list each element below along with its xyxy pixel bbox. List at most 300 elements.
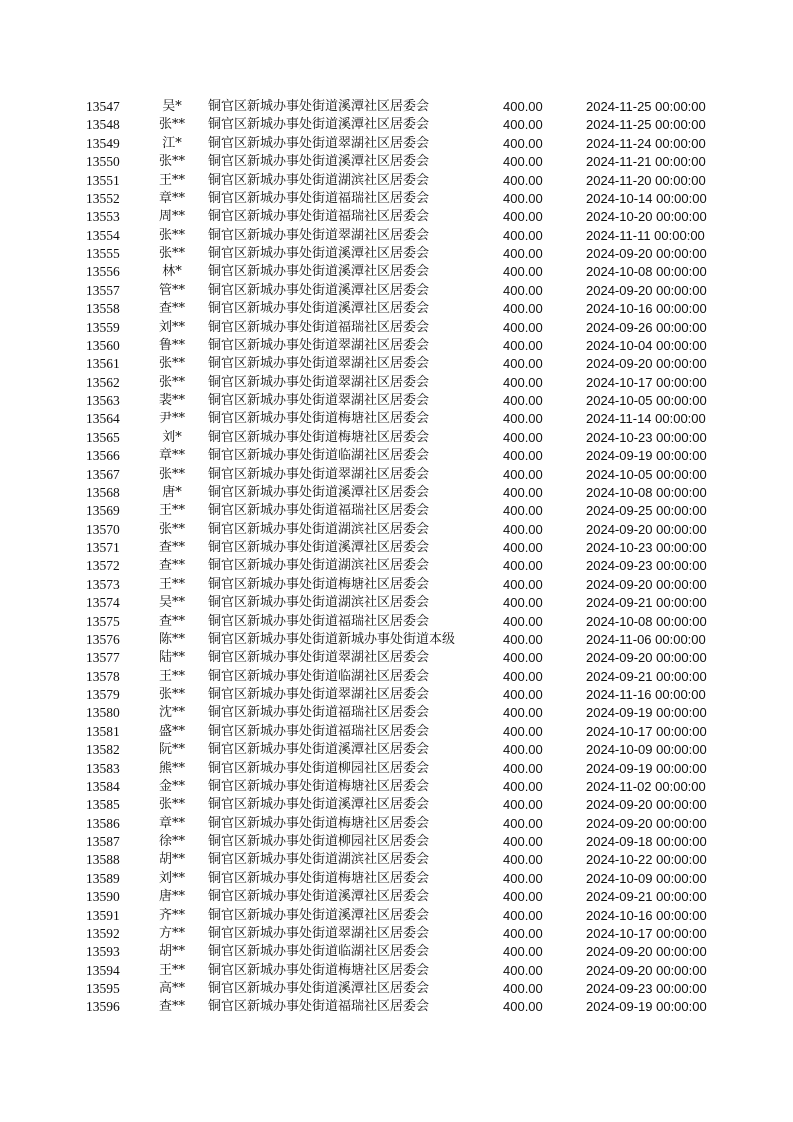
organization: 铜官区新城办事处街道翠湖社区居委会 — [208, 356, 430, 372]
record-id: 13550 — [86, 154, 120, 170]
organization: 铜官区新城办事处街道新城办事处街道本级 — [208, 631, 456, 647]
table-row — [0, 998, 793, 1016]
record-id: 13558 — [86, 301, 120, 317]
payment-date: 2024-10-16 00:00:00 — [586, 907, 707, 923]
recipient-name: 吴** — [158, 595, 185, 611]
record-id: 13547 — [86, 99, 120, 114]
organization: 铜官区新城办事处街道梅塘社区居委会 — [208, 429, 430, 445]
record-id: 13587 — [86, 834, 120, 849]
table-row — [0, 851, 793, 869]
record-id: 13560 — [86, 337, 120, 353]
amount: 400.00 — [503, 448, 543, 464]
payment-date: 2024-11-21 00:00:00 — [586, 154, 706, 170]
recipient-name: 徐** — [158, 834, 185, 849]
organization: 铜官区新城办事处街道翠湖社区居委会 — [208, 925, 430, 941]
table-row — [0, 263, 793, 281]
amount: 400.00 — [503, 117, 543, 133]
recipient-name: 查** — [158, 540, 185, 555]
record-id: 13564 — [86, 411, 120, 427]
amount: 400.00 — [503, 301, 543, 317]
amount: 400.00 — [503, 246, 543, 261]
amount: 400.00 — [503, 925, 543, 941]
payment-date: 2024-10-08 00:00:00 — [586, 264, 707, 280]
amount: 400.00 — [503, 944, 543, 960]
recipient-name: 金** — [158, 778, 185, 794]
record-id: 13596 — [86, 999, 120, 1015]
record-id: 13588 — [86, 852, 120, 868]
recipient-name: 熊** — [158, 760, 185, 776]
recipient-name: 唐** — [158, 889, 185, 905]
organization: 铜官区新城办事处街道溪潭社区居委会 — [208, 742, 430, 758]
recipient-name: 章** — [158, 448, 185, 464]
organization: 铜官区新城办事处街道翠湖社区居委会 — [208, 650, 430, 666]
amount: 400.00 — [503, 337, 543, 353]
record-id: 13559 — [86, 319, 120, 335]
recipient-name: 沈** — [158, 705, 185, 721]
amount: 400.00 — [503, 466, 543, 482]
amount: 400.00 — [503, 815, 543, 831]
table-row — [0, 723, 793, 741]
organization: 铜官区新城办事处街道翠湖社区居委会 — [208, 466, 430, 482]
table-row — [0, 778, 793, 796]
organization: 铜官区新城办事处街道湖滨社区居委会 — [208, 558, 430, 574]
recipient-name: 张** — [158, 154, 185, 170]
payment-date: 2024-11-25 00:00:00 — [586, 117, 706, 133]
amount: 400.00 — [503, 227, 543, 243]
recipient-name: 张** — [158, 797, 185, 813]
record-id: 13576 — [86, 631, 120, 647]
table-row — [0, 319, 793, 337]
record-id: 13594 — [86, 962, 120, 978]
amount: 400.00 — [503, 374, 543, 390]
amount: 400.00 — [503, 668, 543, 684]
recipient-name: 尹** — [158, 411, 185, 427]
organization: 铜官区新城办事处街道福瑞社区居委会 — [208, 723, 430, 739]
table-row — [0, 410, 793, 428]
recipient-name: 高** — [158, 981, 185, 996]
payment-date: 2024-11-11 00:00:00 — [586, 227, 705, 243]
recipient-name: 查** — [158, 613, 185, 629]
recipient-name: 周** — [158, 209, 185, 225]
recipient-name: 王** — [158, 962, 185, 978]
recipient-name: 张** — [158, 687, 185, 702]
recipient-name: 王** — [158, 576, 185, 592]
amount: 400.00 — [503, 907, 543, 923]
payment-date: 2024-10-05 00:00:00 — [586, 393, 707, 408]
organization: 铜官区新城办事处街道溪潭社区居委会 — [208, 264, 430, 280]
table-row — [0, 429, 793, 447]
payment-date: 2024-09-21 00:00:00 — [586, 595, 707, 611]
amount: 400.00 — [503, 135, 543, 151]
table-row — [0, 355, 793, 373]
table-row — [0, 98, 793, 116]
payment-date: 2024-09-20 00:00:00 — [586, 944, 707, 960]
recipient-name: 胡** — [158, 944, 185, 960]
record-id: 13592 — [86, 925, 120, 941]
organization: 铜官区新城办事处街道柳园社区居委会 — [208, 834, 430, 849]
organization: 铜官区新城办事处街道柳园社区居委会 — [208, 760, 430, 776]
record-id: 13577 — [86, 650, 120, 666]
table-row — [0, 557, 793, 575]
recipient-name: 张** — [158, 356, 185, 372]
table-row — [0, 227, 793, 245]
recipient-name: 鲁** — [158, 337, 185, 353]
table-row — [0, 282, 793, 300]
recipient-name: 阮** — [158, 742, 185, 758]
organization: 铜官区新城办事处街道溪潭社区居委会 — [208, 907, 430, 923]
payment-date: 2024-09-23 00:00:00 — [586, 981, 707, 996]
table-row — [0, 190, 793, 208]
organization: 铜官区新城办事处街道湖滨社区居委会 — [208, 172, 430, 188]
organization: 铜官区新城办事处街道溪潭社区居委会 — [208, 117, 430, 133]
record-id: 13555 — [86, 246, 120, 261]
amount: 400.00 — [503, 429, 543, 445]
amount: 400.00 — [503, 540, 543, 555]
table-row — [0, 576, 793, 594]
recipient-name: 陆** — [158, 650, 185, 666]
table-row — [0, 208, 793, 226]
table-row — [0, 741, 793, 759]
payment-date: 2024-09-26 00:00:00 — [586, 319, 707, 335]
amount: 400.00 — [503, 797, 543, 813]
record-id: 13580 — [86, 705, 120, 721]
recipient-name: 张** — [158, 227, 185, 243]
recipient-name: 方** — [158, 925, 185, 941]
table-row — [0, 172, 793, 190]
payment-date: 2024-10-23 00:00:00 — [586, 429, 707, 445]
organization: 铜官区新城办事处街道福瑞社区居委会 — [208, 319, 430, 335]
table-row — [0, 980, 793, 998]
table-row — [0, 888, 793, 906]
recipient-name: 胡** — [158, 852, 185, 868]
payment-date: 2024-10-09 00:00:00 — [586, 742, 707, 758]
payment-date: 2024-10-17 00:00:00 — [586, 925, 707, 941]
table-row — [0, 649, 793, 667]
payment-date: 2024-09-20 00:00:00 — [586, 962, 707, 978]
record-id: 13549 — [86, 135, 120, 151]
payment-date: 2024-11-25 00:00:00 — [586, 99, 706, 114]
amount: 400.00 — [503, 576, 543, 592]
amount: 400.00 — [503, 870, 543, 886]
payment-date: 2024-11-24 00:00:00 — [586, 135, 706, 151]
payment-date: 2024-09-18 00:00:00 — [586, 834, 707, 849]
organization: 铜官区新城办事处街道临湖社区居委会 — [208, 668, 430, 684]
amount: 400.00 — [503, 889, 543, 905]
payment-date: 2024-09-20 00:00:00 — [586, 521, 707, 537]
payment-date: 2024-10-04 00:00:00 — [586, 337, 707, 353]
organization: 铜官区新城办事处街道福瑞社区居委会 — [208, 209, 430, 225]
amount: 400.00 — [503, 999, 543, 1015]
record-id: 13573 — [86, 576, 120, 592]
record-id: 13571 — [86, 540, 120, 555]
organization: 铜官区新城办事处街道福瑞社区居委会 — [208, 999, 430, 1015]
recipient-name: 张** — [158, 466, 185, 482]
organization: 铜官区新城办事处街道翠湖社区居委会 — [208, 687, 430, 702]
table-row — [0, 796, 793, 814]
table-row — [0, 374, 793, 392]
recipient-name: 唐* — [162, 484, 182, 500]
record-id: 13551 — [86, 172, 120, 188]
table-row — [0, 760, 793, 778]
amount: 400.00 — [503, 356, 543, 372]
record-id: 13562 — [86, 374, 120, 390]
recipient-name: 查** — [158, 999, 185, 1015]
table-row — [0, 300, 793, 318]
payment-date: 2024-09-19 00:00:00 — [586, 999, 707, 1015]
payment-date: 2024-10-16 00:00:00 — [586, 301, 707, 317]
payment-date: 2024-10-22 00:00:00 — [586, 852, 707, 868]
table-row — [0, 245, 793, 263]
table-row — [0, 962, 793, 980]
records-table — [0, 98, 793, 1017]
recipient-name: 刘* — [162, 429, 182, 445]
organization: 铜官区新城办事处街道梅塘社区居委会 — [208, 962, 430, 978]
recipient-name: 王** — [158, 172, 185, 188]
record-id: 13548 — [86, 117, 120, 133]
amount: 400.00 — [503, 209, 543, 225]
organization: 铜官区新城办事处街道湖滨社区居委会 — [208, 852, 430, 868]
amount: 400.00 — [503, 778, 543, 794]
recipient-name: 查** — [158, 558, 185, 574]
organization: 铜官区新城办事处街道翠湖社区居委会 — [208, 393, 430, 408]
table-row — [0, 870, 793, 888]
recipient-name: 查** — [158, 301, 185, 317]
recipient-name: 张** — [158, 521, 185, 537]
table-row — [0, 686, 793, 704]
payment-date: 2024-09-20 00:00:00 — [586, 576, 707, 592]
table-row — [0, 466, 793, 484]
record-id: 13553 — [86, 209, 120, 225]
recipient-name: 陈** — [158, 631, 185, 647]
recipient-name: 张** — [158, 246, 185, 261]
table-row — [0, 502, 793, 520]
record-id: 13570 — [86, 521, 120, 537]
organization: 铜官区新城办事处街道翠湖社区居委会 — [208, 227, 430, 243]
table-row — [0, 116, 793, 134]
organization: 铜官区新城办事处街道梅塘社区居委会 — [208, 815, 430, 831]
payment-date: 2024-09-20 00:00:00 — [586, 356, 707, 372]
record-id: 13578 — [86, 668, 120, 684]
record-id: 13556 — [86, 264, 120, 280]
payment-date: 2024-09-20 00:00:00 — [586, 815, 707, 831]
organization: 铜官区新城办事处街道福瑞社区居委会 — [208, 190, 430, 206]
table-row — [0, 925, 793, 943]
payment-date: 2024-10-17 00:00:00 — [586, 374, 707, 390]
payment-date: 2024-09-19 00:00:00 — [586, 448, 707, 464]
amount: 400.00 — [503, 962, 543, 978]
recipient-name: 刘** — [158, 870, 185, 886]
organization: 铜官区新城办事处街道梅塘社区居委会 — [208, 870, 430, 886]
payment-date: 2024-11-14 00:00:00 — [586, 411, 706, 427]
record-id: 13565 — [86, 429, 120, 445]
amount: 400.00 — [503, 172, 543, 188]
amount: 400.00 — [503, 521, 543, 537]
payment-date: 2024-10-08 00:00:00 — [586, 613, 707, 629]
payment-date: 2024-09-25 00:00:00 — [586, 503, 707, 519]
amount: 400.00 — [503, 190, 543, 206]
payment-date: 2024-10-17 00:00:00 — [586, 723, 707, 739]
payment-date: 2024-11-02 00:00:00 — [586, 778, 706, 794]
payment-date: 2024-09-23 00:00:00 — [586, 558, 707, 574]
payment-date: 2024-11-06 00:00:00 — [586, 631, 706, 647]
table-row — [0, 521, 793, 539]
amount: 400.00 — [503, 393, 543, 408]
amount: 400.00 — [503, 650, 543, 666]
table-row — [0, 594, 793, 612]
record-id: 13581 — [86, 723, 120, 739]
organization: 铜官区新城办事处街道梅塘社区居委会 — [208, 576, 430, 592]
record-id: 13561 — [86, 356, 120, 372]
amount: 400.00 — [503, 99, 543, 114]
record-id: 13579 — [86, 687, 120, 702]
table-row — [0, 337, 793, 355]
payment-date: 2024-10-09 00:00:00 — [586, 870, 707, 886]
amount: 400.00 — [503, 595, 543, 611]
record-id: 13566 — [86, 448, 120, 464]
table-row — [0, 392, 793, 410]
record-id: 13575 — [86, 613, 120, 629]
table-row — [0, 704, 793, 722]
amount: 400.00 — [503, 981, 543, 996]
amount: 400.00 — [503, 834, 543, 849]
record-id: 13568 — [86, 484, 120, 500]
recipient-name: 王** — [158, 668, 185, 684]
recipient-name: 章** — [158, 190, 185, 206]
amount: 400.00 — [503, 319, 543, 335]
amount: 400.00 — [503, 742, 543, 758]
recipient-name: 张** — [158, 374, 185, 390]
record-id: 13590 — [86, 889, 120, 905]
record-id: 13591 — [86, 907, 120, 923]
organization: 铜官区新城办事处街道翠湖社区居委会 — [208, 337, 430, 353]
amount: 400.00 — [503, 705, 543, 721]
payment-date: 2024-10-23 00:00:00 — [586, 540, 707, 555]
payment-date: 2024-09-20 00:00:00 — [586, 282, 707, 298]
record-id: 13589 — [86, 870, 120, 886]
table-row — [0, 943, 793, 961]
organization: 铜官区新城办事处街道溪潭社区居委会 — [208, 484, 430, 500]
table-row — [0, 484, 793, 502]
organization: 铜官区新城办事处街道翠湖社区居委会 — [208, 374, 430, 390]
record-id: 13595 — [86, 981, 120, 996]
record-id: 13584 — [86, 778, 120, 794]
amount: 400.00 — [503, 631, 543, 647]
amount: 400.00 — [503, 282, 543, 298]
organization: 铜官区新城办事处街道溪潭社区居委会 — [208, 981, 430, 996]
organization: 铜官区新城办事处街道溪潭社区居委会 — [208, 301, 430, 317]
record-id: 13586 — [86, 815, 120, 831]
recipient-name: 江* — [162, 135, 182, 151]
organization: 铜官区新城办事处街道溪潭社区居委会 — [208, 246, 430, 261]
payment-date: 2024-10-08 00:00:00 — [586, 484, 707, 500]
organization: 铜官区新城办事处街道福瑞社区居委会 — [208, 613, 430, 629]
amount: 400.00 — [503, 503, 543, 519]
record-id: 13574 — [86, 595, 120, 611]
record-id: 13593 — [86, 944, 120, 960]
organization: 铜官区新城办事处街道溪潭社区居委会 — [208, 99, 430, 114]
amount: 400.00 — [503, 484, 543, 500]
organization: 铜官区新城办事处街道临湖社区居委会 — [208, 944, 430, 960]
amount: 400.00 — [503, 411, 543, 427]
record-id: 13567 — [86, 466, 120, 482]
table-row — [0, 833, 793, 851]
amount: 400.00 — [503, 264, 543, 280]
record-id: 13569 — [86, 503, 120, 519]
organization: 铜官区新城办事处街道临湖社区居委会 — [208, 448, 430, 464]
payment-date: 2024-09-20 00:00:00 — [586, 797, 707, 813]
payment-date: 2024-10-05 00:00:00 — [586, 466, 707, 482]
organization: 铜官区新城办事处街道梅塘社区居委会 — [208, 411, 430, 427]
amount: 400.00 — [503, 613, 543, 629]
recipient-name: 刘** — [158, 319, 185, 335]
payment-date: 2024-11-20 00:00:00 — [586, 172, 706, 188]
table-row — [0, 668, 793, 686]
recipient-name: 裴** — [158, 393, 185, 408]
record-id: 13554 — [86, 227, 120, 243]
payment-date: 2024-09-19 00:00:00 — [586, 705, 707, 721]
payment-date: 2024-10-14 00:00:00 — [586, 190, 707, 206]
record-id: 13572 — [86, 558, 120, 574]
organization: 铜官区新城办事处街道翠湖社区居委会 — [208, 135, 430, 151]
table-row — [0, 447, 793, 465]
organization: 铜官区新城办事处街道福瑞社区居委会 — [208, 503, 430, 519]
payment-date: 2024-09-21 00:00:00 — [586, 668, 707, 684]
recipient-name: 张** — [158, 117, 185, 133]
recipient-name: 盛** — [158, 723, 185, 739]
record-id: 13552 — [86, 190, 120, 206]
record-id: 13557 — [86, 282, 120, 298]
organization: 铜官区新城办事处街道湖滨社区居委会 — [208, 521, 430, 537]
organization: 铜官区新城办事处街道溪潭社区居委会 — [208, 540, 430, 555]
organization: 铜官区新城办事处街道梅塘社区居委会 — [208, 778, 430, 794]
amount: 400.00 — [503, 760, 543, 776]
organization: 铜官区新城办事处街道溪潭社区居委会 — [208, 154, 430, 170]
recipient-name: 吴* — [162, 99, 182, 114]
organization: 铜官区新城办事处街道湖滨社区居委会 — [208, 595, 430, 611]
recipient-name: 王** — [158, 503, 185, 519]
table-row — [0, 153, 793, 171]
payment-date: 2024-09-20 00:00:00 — [586, 246, 707, 261]
amount: 400.00 — [503, 154, 543, 170]
recipient-name: 林* — [162, 264, 182, 280]
organization: 铜官区新城办事处街道溪潭社区居委会 — [208, 282, 430, 298]
table-row — [0, 135, 793, 153]
organization: 铜官区新城办事处街道溪潭社区居委会 — [208, 797, 430, 813]
payment-date: 2024-09-21 00:00:00 — [586, 889, 707, 905]
recipient-name: 管** — [158, 282, 185, 298]
payment-date: 2024-10-20 00:00:00 — [586, 209, 707, 225]
payment-date: 2024-09-19 00:00:00 — [586, 760, 707, 776]
record-id: 13582 — [86, 742, 120, 758]
payment-date: 2024-09-20 00:00:00 — [586, 650, 707, 666]
organization: 铜官区新城办事处街道溪潭社区居委会 — [208, 889, 430, 905]
recipient-name: 齐** — [158, 907, 185, 923]
payment-date: 2024-11-16 00:00:00 — [586, 687, 706, 702]
organization: 铜官区新城办事处街道福瑞社区居委会 — [208, 705, 430, 721]
amount: 400.00 — [503, 852, 543, 868]
recipient-name: 章** — [158, 815, 185, 831]
table-row — [0, 907, 793, 925]
table-row — [0, 631, 793, 649]
record-id: 13563 — [86, 393, 120, 408]
table-row — [0, 815, 793, 833]
record-id: 13585 — [86, 797, 120, 813]
amount: 400.00 — [503, 723, 543, 739]
record-id: 13583 — [86, 760, 120, 776]
table-row — [0, 539, 793, 557]
table-row — [0, 613, 793, 631]
amount: 400.00 — [503, 687, 543, 702]
